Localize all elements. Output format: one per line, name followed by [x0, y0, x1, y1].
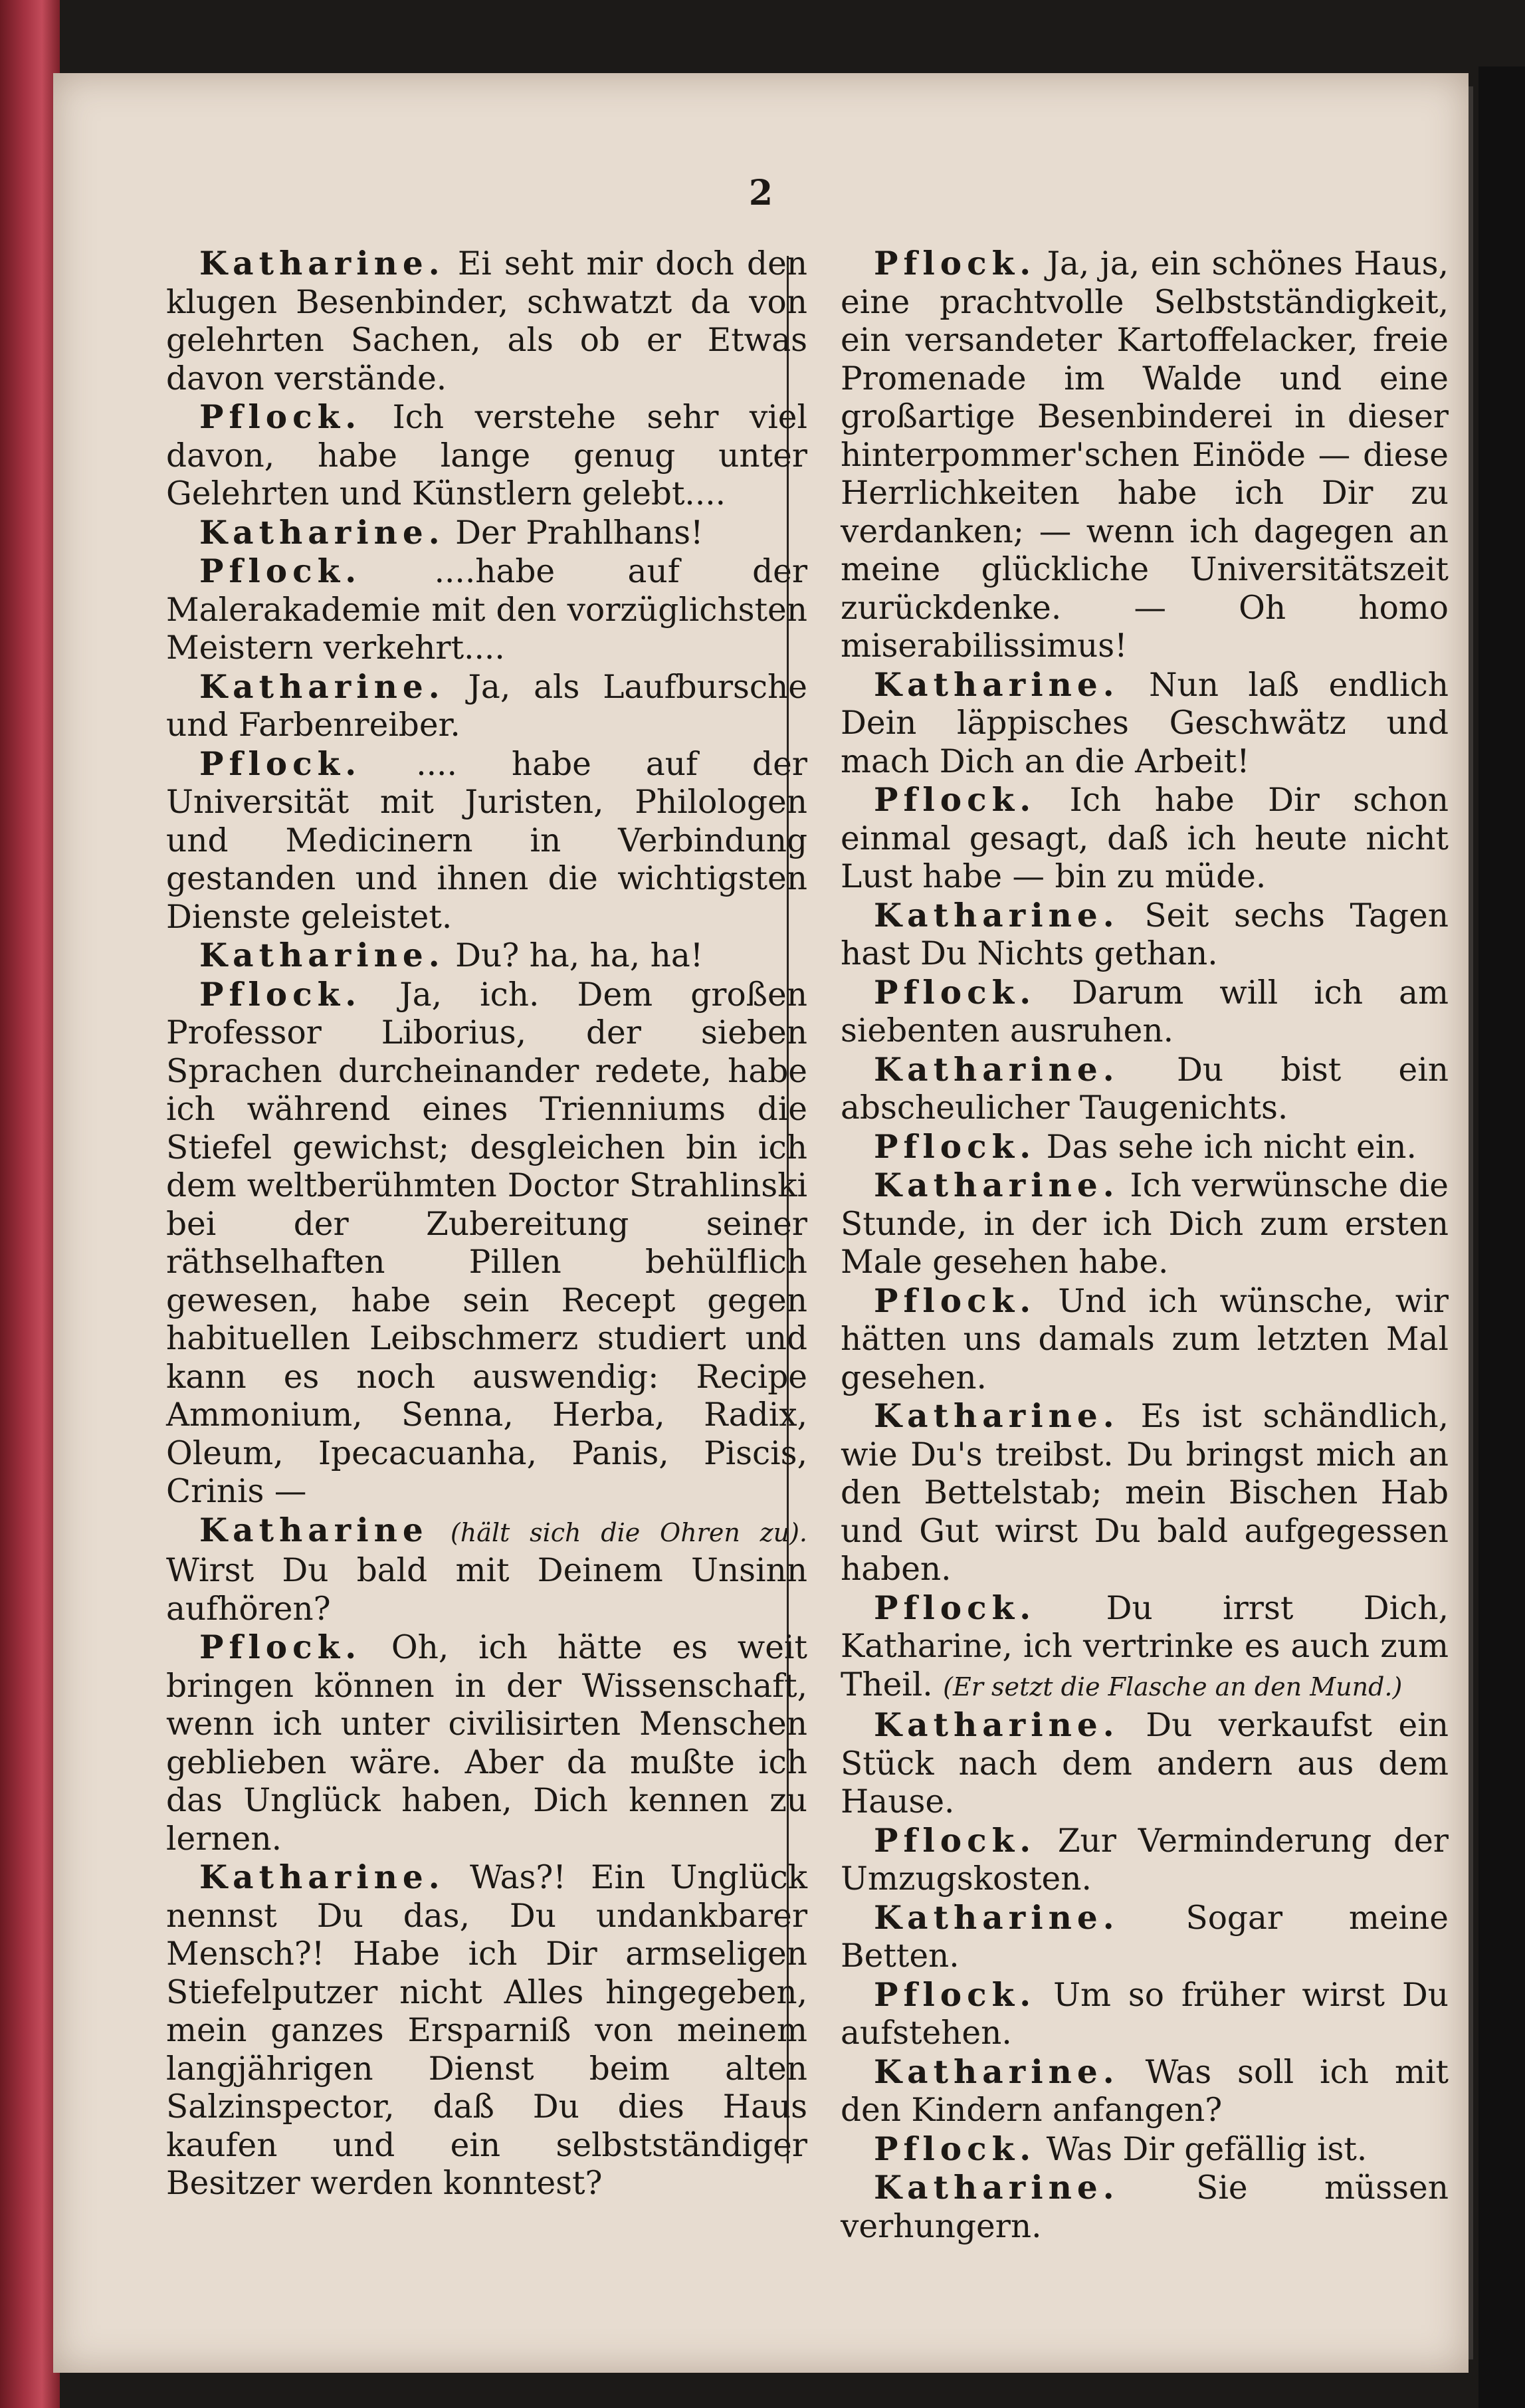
dialogue-text: Wirst Du bald mit Deinem Unsinn aufhören?	[166, 1552, 807, 1628]
dialogue-line	[166, 398, 807, 514]
dialogue-line	[841, 1899, 1449, 1976]
dialogue-line	[166, 514, 807, 553]
speaker-name: Pflock.	[874, 781, 1037, 819]
speaker-name: Katharine.	[874, 1706, 1120, 1744]
speaker-name: Pflock.	[874, 2130, 1037, 2168]
dialogue-line	[841, 2130, 1449, 2169]
dialogue-line	[841, 781, 1449, 897]
dialogue-text: Darum will ich am siebenten ausruhen.	[841, 974, 1449, 1049]
dialogue-text: Nun laß endlich Dein läppisches Geschwätz und mach Dich an die Arbeit!	[841, 666, 1449, 780]
speaker-name: Katharine.	[874, 1050, 1120, 1089]
speaker-name: Katharine.	[199, 667, 445, 706]
stage-direction: (hält sich die Ohren zu).	[450, 1517, 807, 1547]
speaker-name: Katharine.	[199, 1858, 445, 1896]
speaker-name: Pflock.	[199, 398, 362, 436]
speaker-name: Pflock.	[199, 975, 362, 1014]
right-column	[841, 245, 1449, 2246]
dialogue-text: ....habe auf der Malerakademie mit den vorzüglichsten Meistern verkehrt....	[166, 553, 807, 667]
dialogue-line	[841, 1397, 1449, 1589]
dialogue-line	[841, 1166, 1449, 1282]
dialogue-text: Seit sechs Tagen hast Du Nichts gethan.	[841, 897, 1449, 972]
speaker-name: Katharine.	[874, 1166, 1120, 1204]
dialogue-text: Du? ha, ha, ha!	[455, 937, 704, 974]
dialogue-text: Es ist schändlich, wie Du's treibst. Du bringst mich an den Bettelstab; mein Bischen Hab und Gut wirst Du bald aufgegessen haben.	[841, 1398, 1449, 1588]
dialogue-text: Ich verwünsche die Stunde, in der ich Dich zum ersten Male gesehen habe.	[841, 1167, 1449, 1281]
dialogue-line	[841, 666, 1449, 782]
left-column	[166, 245, 807, 2203]
dialogue-text: Oh, ich hätte es weit bringen können in der Wissenschaft, wenn ich unter civilisirten Menschen geblieben wäre. Aber da mußte ich das Unglück haben, Dich kennen zu lernen.	[166, 1629, 807, 1858]
page-number: 2	[748, 173, 773, 213]
dialogue-line	[841, 1822, 1449, 1899]
speaker-name: Pflock.	[874, 245, 1037, 282]
dialogue-text: Sogar meine Betten.	[841, 1899, 1449, 1975]
dialogue-text: Du irrst Dich, Katharine, ich vertrinke es auch zum Theil.	[841, 1589, 1449, 1703]
dialogue-line	[166, 245, 807, 398]
dialogue-text: Ich verstehe sehr viel davon, habe lange genug unter Gelehrten und Künstlern gelebt....	[166, 399, 807, 512]
speaker-name: Katharine.	[199, 513, 445, 552]
dialogue-line	[841, 897, 1449, 974]
speaker-name: Katharine.	[874, 896, 1120, 934]
dialogue-line	[841, 1051, 1449, 1128]
speaker-name: Katharine.	[874, 665, 1120, 704]
dialogue-line	[166, 1858, 807, 2203]
speaker-name: Katharine.	[874, 2169, 1120, 2207]
dialogue-line	[841, 2053, 1449, 2130]
dialogue-text: Du bist ein abscheulicher Taugenichts.	[841, 1051, 1449, 1127]
dialogue-text: .... habe auf der Universität mit Juristen, Philologen und Medicinern in Verbindung gestanden und ihnen die wichtigsten Dienste geleistet.	[166, 745, 807, 936]
dialogue-text: Zur Verminderung der Umzugskosten.	[841, 1822, 1449, 1898]
dialogue-text: Um so früher wirst Du aufstehen.	[841, 1976, 1449, 2052]
speaker-name: Katharine.	[199, 245, 445, 282]
dialogue-line	[841, 245, 1449, 666]
speaker-name: Pflock.	[199, 1628, 362, 1666]
dialogue-text: Und ich wünsche, wir hätten uns damals zum letzten Mal gesehen.	[841, 1282, 1449, 1396]
dialogue-line	[841, 1976, 1449, 2053]
dialogue-text: Der Prahlhans!	[455, 514, 704, 552]
dialogue-line	[166, 1628, 807, 1858]
dialogue-text: Was Dir gefällig ist.	[1046, 2130, 1368, 2168]
dialogue-line	[841, 974, 1449, 1051]
dialogue-line	[166, 1511, 807, 1629]
speaker-name: Katharine	[199, 1511, 429, 1549]
dialogue-line	[166, 745, 807, 937]
dialogue-text: Ja, ja, ein schönes Haus, eine prachtvolle Selbstständigkeit, ein versandeter Kartoffelacker, freie Promenade im Walde und eine großartige Besenbinderei in dieser hinterpommer'schen Einöde — diese Herrlichkeiten habe ich Dir zu verdanken; — wenn ich dagegen an meine glückliche Universitätszeit zurückdenke. — Oh homo miserabilissimus!	[841, 245, 1449, 665]
speaker-name: Pflock.	[874, 1127, 1037, 1166]
speaker-name: Pflock.	[199, 552, 362, 590]
speaker-name: Pflock.	[199, 744, 362, 783]
speaker-name: Pflock.	[874, 1588, 1037, 1627]
dialogue-line	[841, 1128, 1449, 1167]
speaker-name: Pflock.	[874, 973, 1037, 1012]
dialogue-text: Du verkaufst ein Stück nach dem andern aus dem Hause.	[841, 1707, 1449, 1820]
dialogue-text: Ich habe Dir schon einmal gesagt, daß ich heute nicht Lust habe — bin zu müde.	[841, 782, 1449, 895]
book-spine	[0, 0, 60, 2408]
dialogue-line	[841, 1706, 1449, 1822]
dialogue-text: Was?! Ein Unglück nennst Du das, Du undankbarer Mensch?! Habe ich Dir armseligen Stiefelputzer nicht Alles hingegeben, mein ganzes Ersparniß von meinem langjährigen Dienst beim alten Salzinspector, daß Du dies Haus kaufen und ein selbstständiger Besitzer werden konntest?	[166, 1859, 808, 2202]
dialogue-line	[166, 552, 807, 668]
dialogue-line	[841, 1589, 1449, 1707]
speaker-name: Pflock.	[874, 1821, 1037, 1860]
dialogue-text: Sie müssen verhungern.	[841, 2169, 1449, 2245]
dialogue-text: Ja, ich. Dem großen Professor Liborius, der sieben Sprachen durcheinander redete, habe ich während eines Trienniums die Stiefel gewichst; desgleichen bin ich dem weltberühmten Doctor Strahlinski bei der Zubereitung seiner räthselhaften Pillen behülflich gewesen, habe sein Recept gegen habituellen Leibschmerz studiert und kann es noch auswendig: Recipe Ammonium, Senna, Herba, Radix, Oleum, Ipecacuanha, Panis, Piscis, Crinis —	[166, 976, 807, 1510]
speaker-name: Pflock.	[874, 1975, 1037, 2014]
dialogue-text: Ja, als Laufbursche und Farbenreiber.	[166, 668, 807, 744]
speaker-name: Katharine.	[874, 2052, 1120, 2091]
background-edge	[1478, 66, 1525, 2408]
dialogue-line	[166, 976, 807, 1511]
dialogue-line	[841, 2169, 1449, 2246]
book-page	[53, 73, 1469, 2373]
speaker-name: Pflock.	[874, 1281, 1037, 1320]
dialogue-line	[841, 1282, 1449, 1398]
dialogue-text: Das sehe ich nicht ein.	[1046, 1128, 1417, 1166]
speaker-name: Katharine.	[874, 1397, 1120, 1435]
dialogue-text: Ei seht mir doch den klugen Besenbinder, schwatzt da von gelehrten Sachen, als ob er Etwas davon verstände.	[166, 245, 808, 397]
speaker-name: Katharine.	[874, 1898, 1120, 1937]
speaker-name: Katharine.	[199, 936, 445, 974]
dialogue-line	[166, 936, 807, 976]
dialogue-text: Was soll ich mit den Kindern anfangen?	[841, 2053, 1449, 2129]
dialogue-line	[166, 668, 807, 745]
stage-direction: (Er setzt die Flasche an den Mund.)	[943, 1672, 1403, 1701]
